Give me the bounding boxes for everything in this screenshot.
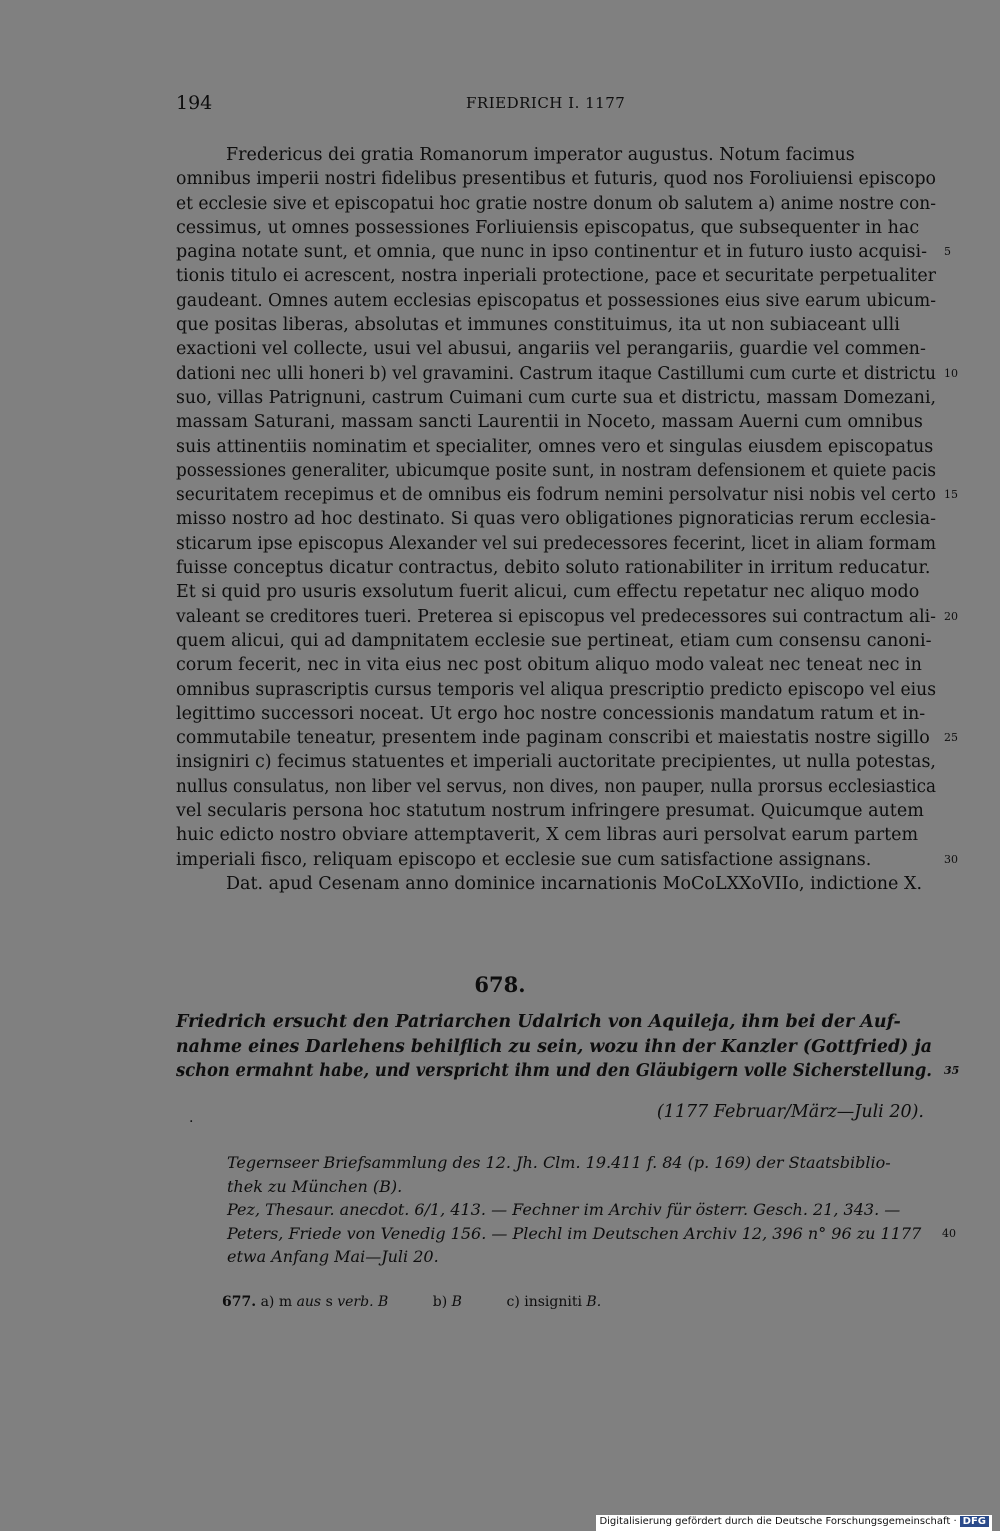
footnote-ref: 677. [222,1294,257,1310]
charter-line-text: cessimus, ut omnes possessiones Forliuiensis episcopatus, que subsequenter in hac [176,217,920,238]
dfg-footer[interactable] [596,1515,992,1531]
charter-line-text: que positas liberas, absolutas et immunes constituimus, ita ut non subiaceant ulli [176,315,900,336]
line-number: 10 [944,366,958,380]
charter-line [176,313,936,337]
source-line [227,1222,956,1246]
charter-line-text: suis attinentiis nominatim et specialiter, omnes vero et singulas eiusdem episcopatus [176,436,934,457]
line-number: 40 [942,1226,956,1240]
charter-line [176,532,936,556]
source-line-text: Peters, Friede von Venedig 156. — Plechl im Deutschen Archiv 12, 396 n° 96 zu 1177 [227,1223,922,1243]
line-number: 15 [944,488,958,502]
charter-line-text: Fredericus dei gratia Romanorum imperator augustus. Notum facimus [226,145,855,165]
page-header [176,92,936,118]
charter-line-text: sticarum ipse episcopus Alexander vel sui predecessores fecerint, licet in aliam formam [176,533,936,554]
charter-line-text: commutabile teneatur, presentem inde paginam conscribi et maiestatis nostre sigillo [176,728,930,749]
charter-line-text: quem alicui, qui ad dampnitatem ecclesie sue pertineat, etiam cum consensu canoni- [176,630,932,651]
source-line [227,1151,937,1175]
charter-line [176,435,936,459]
charter-line [176,337,936,361]
charter-line [176,459,936,483]
charter-line-text: dationi nec ulli honeri b) vel gravamini. Castrum itaque Castillumi cum curte et districtu [176,363,936,384]
charter-line [176,702,936,726]
regest-line [176,1010,936,1035]
charter-line [176,605,958,629]
footnote-b-label: b) [432,1294,448,1310]
charter-line [176,872,936,896]
charter-line-text: gaudeant. Omnes autem ecclesias episcopatus et possessiones eius sive earum ubicum- [176,290,936,311]
regest-line [176,1059,960,1084]
footnote-a-text1: m [278,1294,293,1310]
sources-block [227,1151,956,1269]
charter-line [176,216,936,240]
charter-text [176,143,958,896]
line-number: 5 [944,245,951,259]
charter-line [176,386,936,410]
charter-line [176,362,958,386]
document-number: 678. [474,972,526,997]
footnote-c-label: c) [506,1294,520,1310]
charter-line [176,289,936,313]
charter-line-text: corum fecerit, nec in vita eius nec post obitum aliquo modo valeat nec teneat nec in [176,655,922,676]
charter-line-text: massam Saturani, massam sancti Laurentii in Noceto, massam Auerni cum omnibus [176,412,923,433]
footnote-a-label: a) [260,1294,275,1310]
charter-line-text: misso nostro ad hoc destinato. Si quas vero obligationes pignoraticias rerum ecclesia- [176,509,936,530]
regest-summary [176,1010,960,1084]
charter-line-text: vel secularis persona hoc statutum nostrum infringere presumat. Quicumque autem [176,801,924,822]
charter-line [176,143,936,167]
charter-line [176,726,958,750]
source-line [227,1245,937,1269]
charter-line [176,750,936,774]
charter-line [176,823,936,847]
regest-line-text: nahme eines Darlehens behilflich zu sein, wozu ihn der Kanzler (Gottfried) ja [176,1036,932,1057]
charter-line-text: Dat. apud Cesenam anno dominice incarnationis MoCoLXXoVIIo, indictione X. [226,873,923,894]
source-line [227,1198,937,1222]
charter-line-text: omnibus suprascriptis cursus temporis vel aliqua prescriptio predicto episcopo vel eius [176,679,936,700]
charter-line-text: exactioni vel collecte, usui vel abusui, angariis vel perangariis, guardie vel commen- [176,339,926,360]
charter-line-text: imperiali fisco, reliquam episcopo et ecclesie sue cum satisfactione assignans. [176,849,872,870]
charter-line [176,240,951,264]
charter-line-text: valeant se creditores tueri. Preterea si episcopus vel predecessores sui contractum ali- [176,606,936,627]
dfg-logo: DFG [960,1516,989,1527]
line-number: 30 [944,852,958,866]
charter-line [176,775,936,799]
charter-line [176,653,936,677]
charter-line [176,167,936,191]
charter-line [176,410,936,434]
charter-line-text: huic edicto nostro obviare attemptaverit, X cem libras auri persolvat earum partem [176,825,919,846]
footnote-a-text4: verb. B [337,1294,389,1310]
charter-line [176,799,936,823]
source-line [227,1175,937,1199]
charter-line-text: et ecclesie sive et episcopatui hoc gratie nostre donum ob salutem a) anime nostre con- [176,193,936,214]
page-number: 194 [176,92,213,114]
charter-line-text: legittimo successori noceat. Ut ergo hoc nostre concessionis mandatum ratum et in- [176,703,926,724]
source-line-text: Pez, Thesaur. anecdot. 6/1, 413. — Fechner im Archiv für österr. Gesch. 21, 343. — [227,1200,901,1219]
margin-dot: . [189,1110,194,1126]
charter-line-text: suo, villas Patrignuni, castrum Cuimani cum curte sua et districtu, massam Domezani, [176,387,936,408]
charter-line [176,483,958,507]
charter-line [176,678,936,702]
footer-text: Digitalisierung gefördert durch die Deutsche Forschungsgemeinschaft · [599,1516,957,1527]
charter-line-text: possessiones generaliter, ubicumque posite sunt, in nostram defensionem et quiete pacis [176,460,936,481]
date-line-text: (1177 Februar/März—Juli 20). [656,1102,924,1122]
footnote-a-text2: aus [296,1294,322,1310]
source-line-text: etwa Anfang Mai—Juli 20. [227,1247,439,1266]
footnote-b-text: B [451,1294,462,1310]
footnote-c-text2: B. [586,1294,602,1310]
charter-line [176,264,936,288]
regest-line-text: Friedrich ersucht den Patriarchen Udalrich von Aquileja, ihm bei der Auf- [176,1012,901,1032]
footnotes [222,1294,601,1310]
footnote-c-text1: insigniti [524,1294,582,1310]
charter-line [176,192,936,216]
charter-line-text: omnibus imperii nostri fidelibus presentibus et futuris, quod nos Foroliuiensi episcopo [176,169,936,190]
line-number: 20 [944,609,958,623]
running-title: FRIEDRICH I. 1177 [466,94,626,112]
source-line-text: Tegernseer Briefsammlung des 12. Jh. Clm. 19.411 f. 84 (p. 169) der Staatsbiblio- [227,1153,891,1172]
charter-line [176,629,936,653]
footnote-a-text3: s [325,1294,333,1310]
charter-line [176,580,936,604]
charter-line-text: Et si quid pro usuris exsolutum fuerit alicui, cum effectu repetatur nec aliquo modo [176,582,920,603]
charter-line [176,848,958,872]
charter-line-text: insigniri c) fecimus statuentes et imperiali auctoritate precipientes, ut nulla potestas, [176,752,936,773]
charter-line-text: nullus consulatus, non liber vel servus, non dives, non pauper, nulla prorsus ecclesiastica [176,776,936,797]
charter-line-text: securitatem recepimus et de omnibus eis fodrum nemini persolvatur nisi nobis vel certo [176,485,936,506]
source-line-text: thek zu München (B). [227,1176,403,1196]
charter-line-text: fuisse conceptus dicatur contractus, debito soluto rationabiliter in irritum reducatur. [176,558,931,579]
charter-line-text: pagina notate sunt, et omnia, que nunc in ipso continentur et in futuro iusto acquisi- [176,242,928,263]
charter-line [176,507,936,531]
line-number: 25 [944,731,958,745]
charter-line-text: tionis titulo ei acrescent, nostra inperiali protectione, pace et securitate perpetualiter [176,266,936,287]
regest-line [176,1035,936,1060]
regest-line-text: schon ermahnt habe, und verspricht ihm und den Gläubigern volle Sicherstellung. [176,1061,932,1081]
charter-line [176,556,936,580]
line-number: 35 [944,1064,960,1077]
